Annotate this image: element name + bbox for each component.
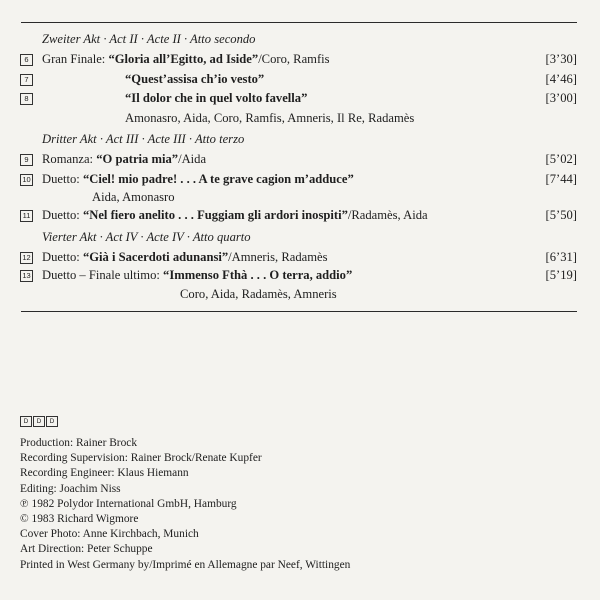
track-line [42, 208, 428, 223]
track-title: “Quest’assisa ch’io vesto” [125, 72, 265, 86]
ddd-letter: D [20, 416, 32, 427]
track-cast: Coro, Aida, Radamès, Amneris [180, 287, 337, 301]
credit-line: Printed in West Germany by/Imprimé en Allemagne par Neef, Wittingen [20, 558, 351, 571]
track-prefix: Romanza: [42, 152, 97, 166]
track-prefix: Duetto: [42, 208, 83, 222]
track-number: 8 [20, 93, 33, 105]
ddd-letter: D [33, 416, 45, 427]
track-number: 11 [20, 210, 33, 222]
ddd-letter: D [46, 416, 58, 427]
credit-line: Recording Engineer: Klaus Hiemann [20, 467, 189, 480]
track-number: 6 [20, 54, 33, 66]
track-title: “Immenso Fthà . . . O terra, addio” [163, 268, 353, 282]
track-duration: [5’02] [545, 152, 577, 166]
track-cast: /Coro, Ramfis [258, 52, 330, 66]
track-title: “Gloria all’Egitto, ad Iside” [108, 52, 259, 66]
bottom-rule [21, 311, 577, 312]
track-cast: /Aida [178, 152, 207, 166]
top-rule [21, 22, 577, 23]
credit-line: Recording Supervision: Rainer Brock/Renate Kupfer [20, 452, 262, 465]
track-cast: Amonasro, Aida, Coro, Ramfis, Amneris, Il Re, Radamès [125, 111, 415, 125]
track-line [42, 172, 354, 187]
track-duration: [7’44] [545, 172, 577, 186]
track-line [42, 52, 330, 67]
track-number: 10 [20, 174, 33, 186]
track-title: “Ciel! mio padre! . . . A te grave cagion m’adduce” [82, 172, 354, 186]
track-number: 12 [20, 252, 33, 264]
track-cast: Aida, Amonasro [92, 190, 175, 204]
track-prefix: Duetto: [42, 250, 83, 264]
track-prefix: Gran Finale: [42, 52, 109, 66]
track-number: 13 [20, 270, 33, 282]
credit-line: Editing: Joachim Niss [20, 482, 121, 495]
track-duration: [5’50] [545, 208, 577, 222]
track-cast: /Amneris, Radamès [228, 250, 328, 264]
credit-line: © 1983 Richard Wigmore [20, 513, 139, 526]
track-cast: /Radamès, Aida [347, 208, 428, 222]
track-prefix: Duetto – Finale ultimo: [42, 268, 164, 282]
track-line [125, 72, 264, 87]
track-title: “Il dolor che in quel volto favella” [125, 91, 308, 105]
credit-line: Production: Rainer Brock [20, 437, 138, 449]
credits-block [20, 436, 350, 573]
track-title: “O patria mia” [96, 152, 179, 166]
act-heading: Dritter Akt · Act III · Acte III · Atto terzo [42, 132, 245, 146]
track-duration: [3’00] [545, 91, 577, 105]
track-number: 9 [20, 154, 33, 166]
track-duration: [4’46] [545, 72, 577, 86]
credit-line: Art Direction: Peter Schuppe [20, 543, 153, 556]
track-number: 7 [20, 74, 33, 86]
act-heading: Vierter Akt · Act IV · Acte IV · Atto quarto [42, 230, 251, 244]
track-line [42, 250, 328, 265]
credit-line: Cover Photo: Anne Kirchbach, Munich [20, 528, 199, 541]
track-line [125, 91, 307, 106]
track-duration: [5’19] [545, 268, 577, 282]
track-duration: [3’30] [545, 52, 577, 66]
track-duration: [6’31] [545, 250, 577, 264]
ddd-code-badge [20, 416, 58, 427]
track-line [42, 152, 206, 167]
credit-line: ℗ 1982 Polydor International GmbH, Hamburg [20, 497, 237, 510]
track-title: “Già i Sacerdoti adunansi” [82, 250, 229, 264]
track-prefix: Duetto: [42, 172, 83, 186]
track-line [42, 268, 352, 283]
track-title: “Nel fiero anelito . . . Fuggiam gli ardori inospiti” [82, 208, 348, 222]
act-heading: Zweiter Akt · Act II · Acte II · Atto secondo [42, 32, 256, 46]
